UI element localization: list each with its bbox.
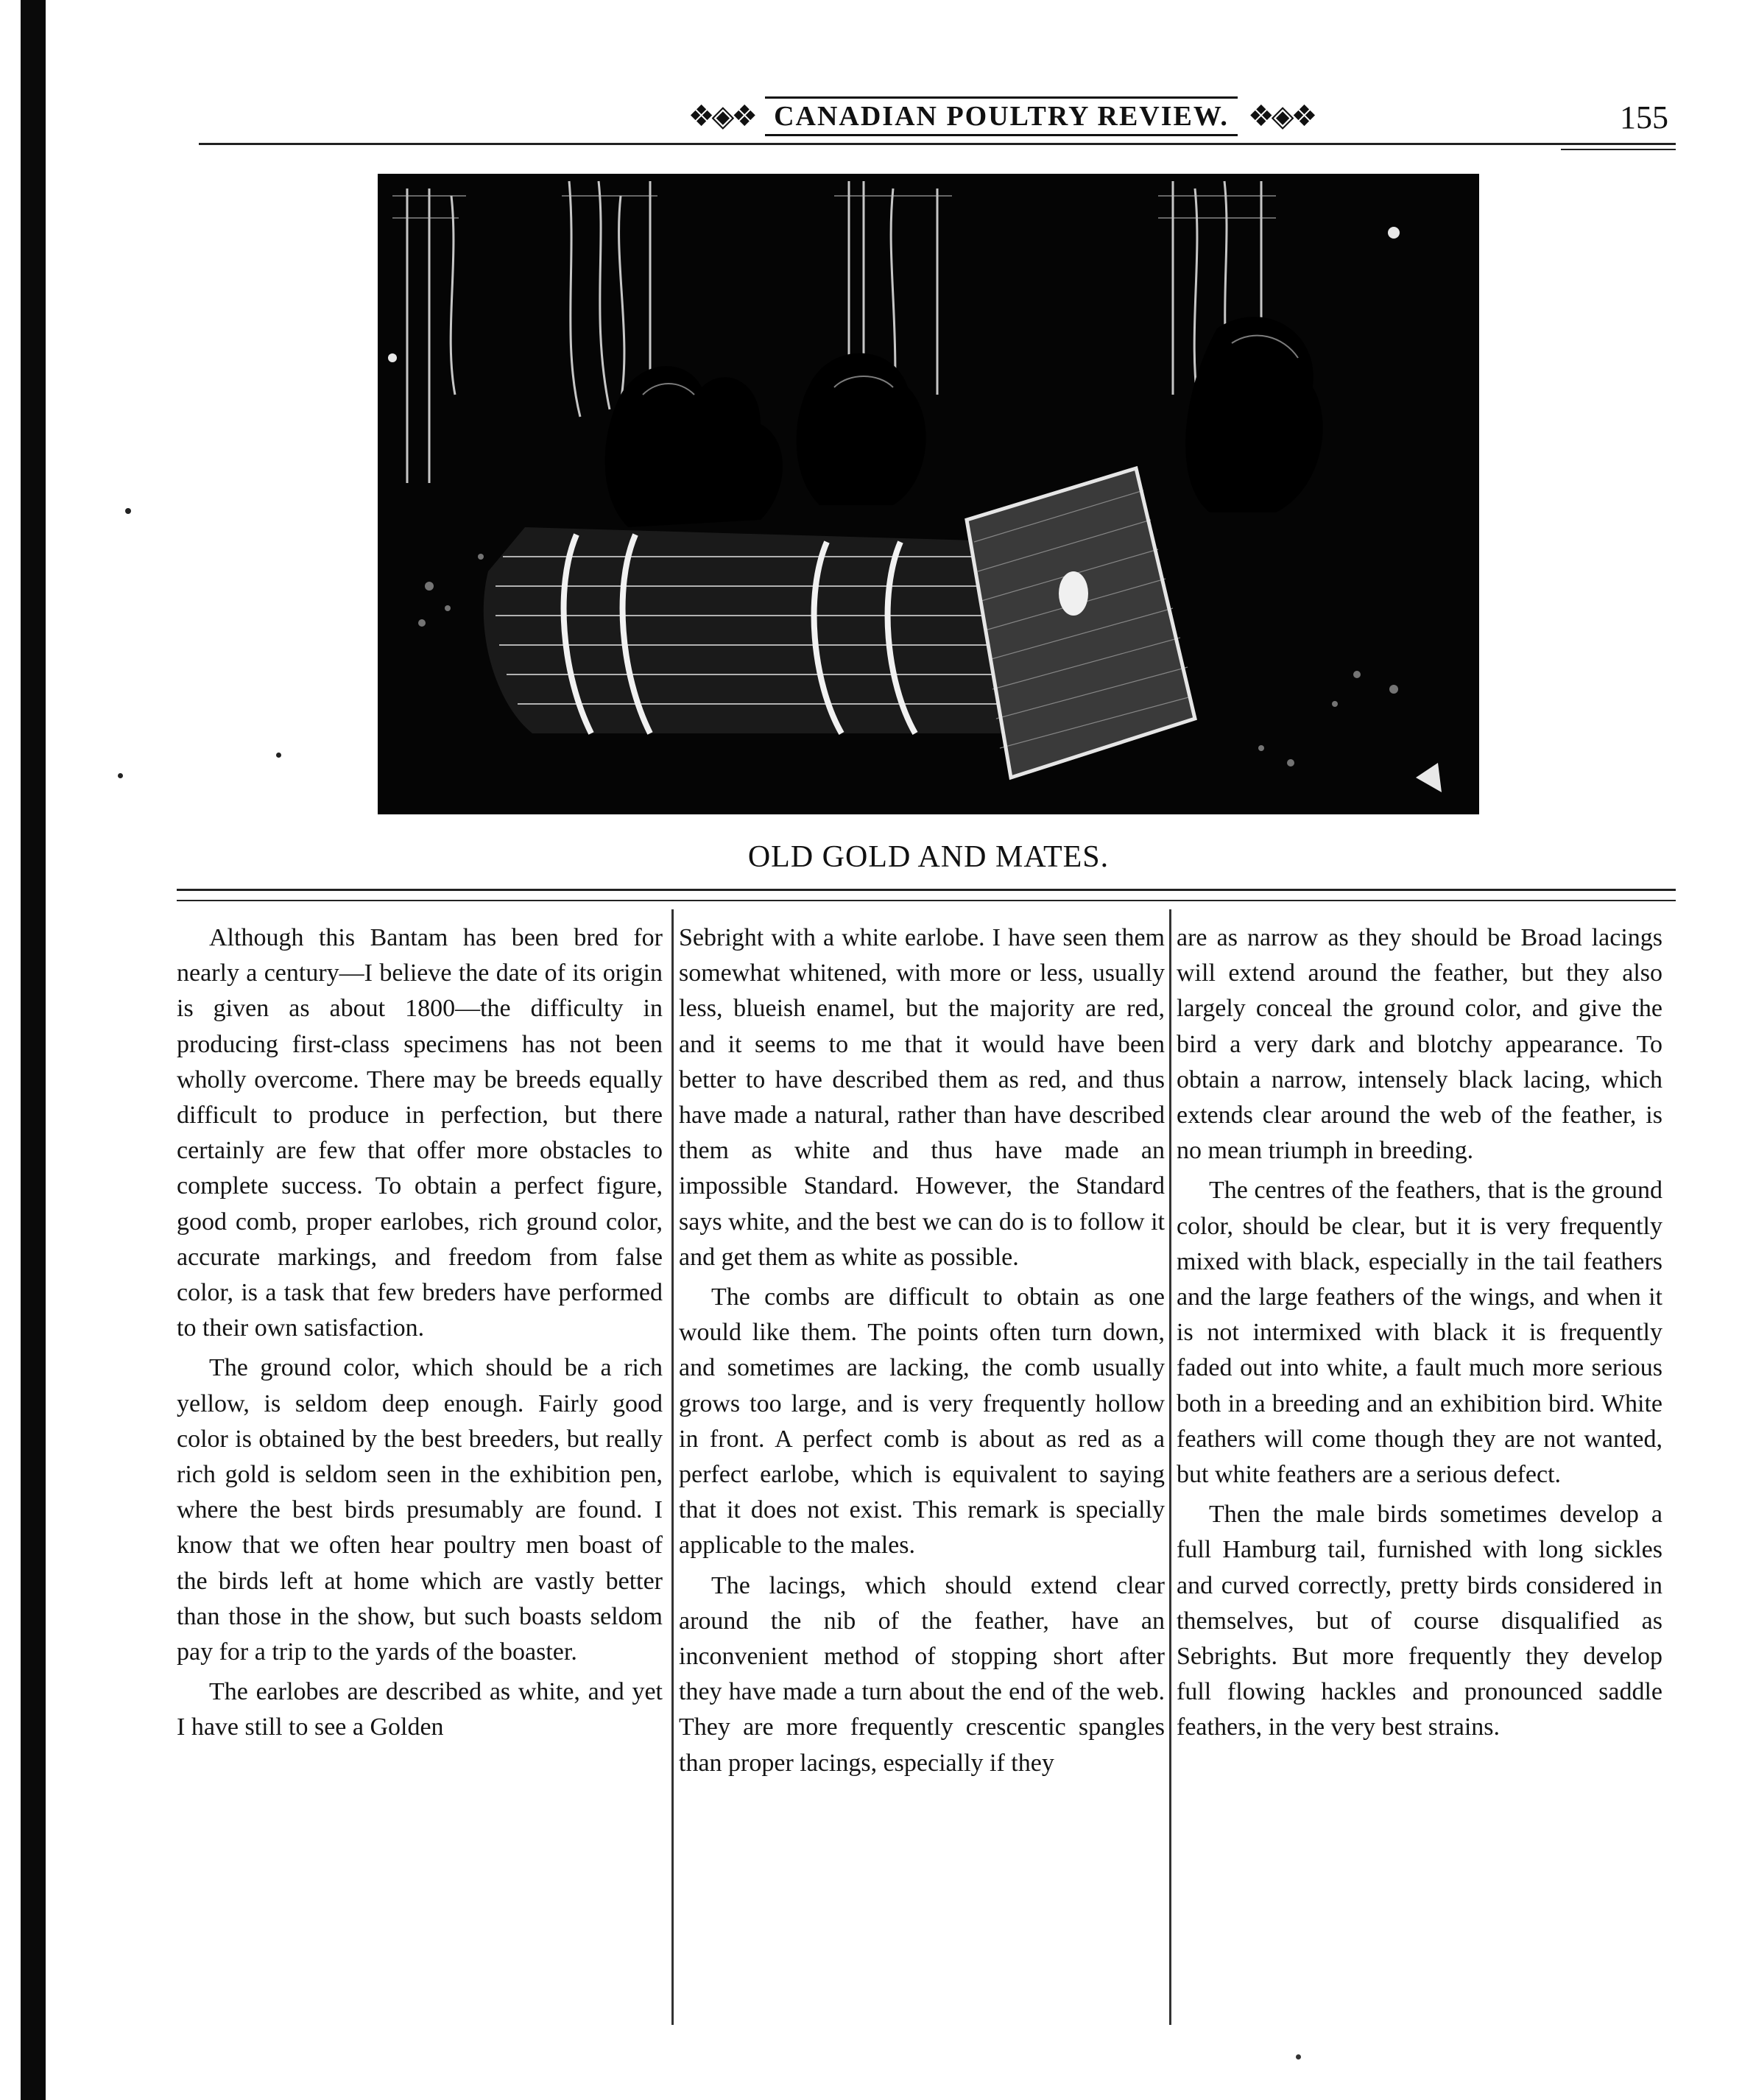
scan-speck xyxy=(276,753,281,758)
page-header xyxy=(177,81,1676,155)
article-column-1 xyxy=(177,920,663,1746)
scan-binding-edge xyxy=(21,0,46,2100)
column-divider xyxy=(671,909,674,2025)
paragraph: Sebright with a white earlobe. I have seen them somewhat whitened, with more or less, usually less, blueish enamel, but the majority are red, and it seems to me that it would have been better to have described them as red, and thus have made a natural, rather than have described them as white and thus have made an impossible Standard. However, the Standard says white, and the best we can do is to follow it and get them as white as possible. xyxy=(679,924,1165,1271)
paragraph: The earlobes are described as white, and yet I have still to see a Golden xyxy=(177,1678,663,1741)
scan-speck xyxy=(1296,2054,1301,2060)
paragraph: The ground color, which should be a rich yellow, is seldom deep enough. Fairly good color is obtained by the best breeders, but really rich gold is seldom seen in the exhibition pen, where the best birds presumably are found. I know that we often hear poultry men boast of the birds left at home which are vastly better than those in the show, but such boasts seldom pay for a trip to the yards of the boaster. xyxy=(177,1354,663,1666)
bantam-engraving-illustration xyxy=(378,174,1479,814)
paragraph: are as narrow as they should be Broad lacings will extend around the feather, but they also largely conceal the ground color, and give the bird a very dark and blotchy appearance. To obtain a narrow, intensely black lacing, which extends clear around the web of the feather, is no mean triumph in breeding. xyxy=(1177,924,1662,1165)
scan-speck xyxy=(118,773,123,778)
column-divider xyxy=(1169,909,1171,2025)
header-rule-short xyxy=(1561,149,1676,150)
masthead xyxy=(633,96,1369,137)
header-rule xyxy=(199,143,1676,145)
page-number: 155 xyxy=(1620,99,1668,135)
engraving-drawing xyxy=(378,174,1479,814)
paragraph: Although this Bantam has been bred for nearly a century—I believe the date of its origin is given as about 1800—the difficulty in producing first-class specimens has not been wholly overcome. There may be breeds equally difficult to produce in perfection, but there certainly are few that offer more obstacles to complete success. To obtain a perfect figure, good comb, proper earlobes, rich ground color, accurate markings, and freedom from false color, is a task that few breders have performed to their own satisfaction. xyxy=(177,924,663,1342)
paragraph: Then the male birds sometimes develop a full Hamburg tail, furnished with long sickles and curved correctly, pretty birds considered in themselves, but of course disqualified as Sebrights. But more frequently they develop full flowing hackles and pronounced saddle feathers, in the very best strains. xyxy=(1177,1501,1662,1741)
paragraph: The combs are difficult to obtain as one would like them. The points often turn down, and sometimes are lacking, the comb usually grows too large, and is very frequently hollow in front. A perfect comb is about as red as a perfect earlobe, which is equivalent to saying that it does not exist. This remark is specially applicable to the males. xyxy=(679,1283,1165,1560)
masthead-title: CANADIAN POULTRY REVIEW. xyxy=(765,96,1238,136)
paragraph: The lacings, which should extend clear around the nib of the feather, have an inconvenient method of stopping short after they have made a turn about the end of the web. They are more frequently crescentic spangles than proper lacings, especially if they xyxy=(679,1571,1165,1777)
illustration-caption: OLD GOLD AND MATES. xyxy=(747,840,1110,874)
caption-rule xyxy=(177,889,1676,891)
article-column-3 xyxy=(1177,920,1662,1746)
scan-speck xyxy=(125,508,131,514)
masthead-ornament-right: ❖◈❖ xyxy=(1247,99,1315,133)
caption-rule xyxy=(177,900,1676,901)
masthead-ornament-left: ❖◈❖ xyxy=(688,99,755,133)
article-column-2 xyxy=(679,920,1165,1781)
paragraph: The centres of the feathers, that is the ground color, should be clear, but it is very frequently mixed with black, especially in the tail feathers and the large feathers of the wings, and when it is not intermixed with black it is frequently faded out into white, a fault much more serious both in a breeding and an exhibition bird. White feathers will come though they are not wanted, but white feathers are a serious defect. xyxy=(1177,1177,1662,1489)
